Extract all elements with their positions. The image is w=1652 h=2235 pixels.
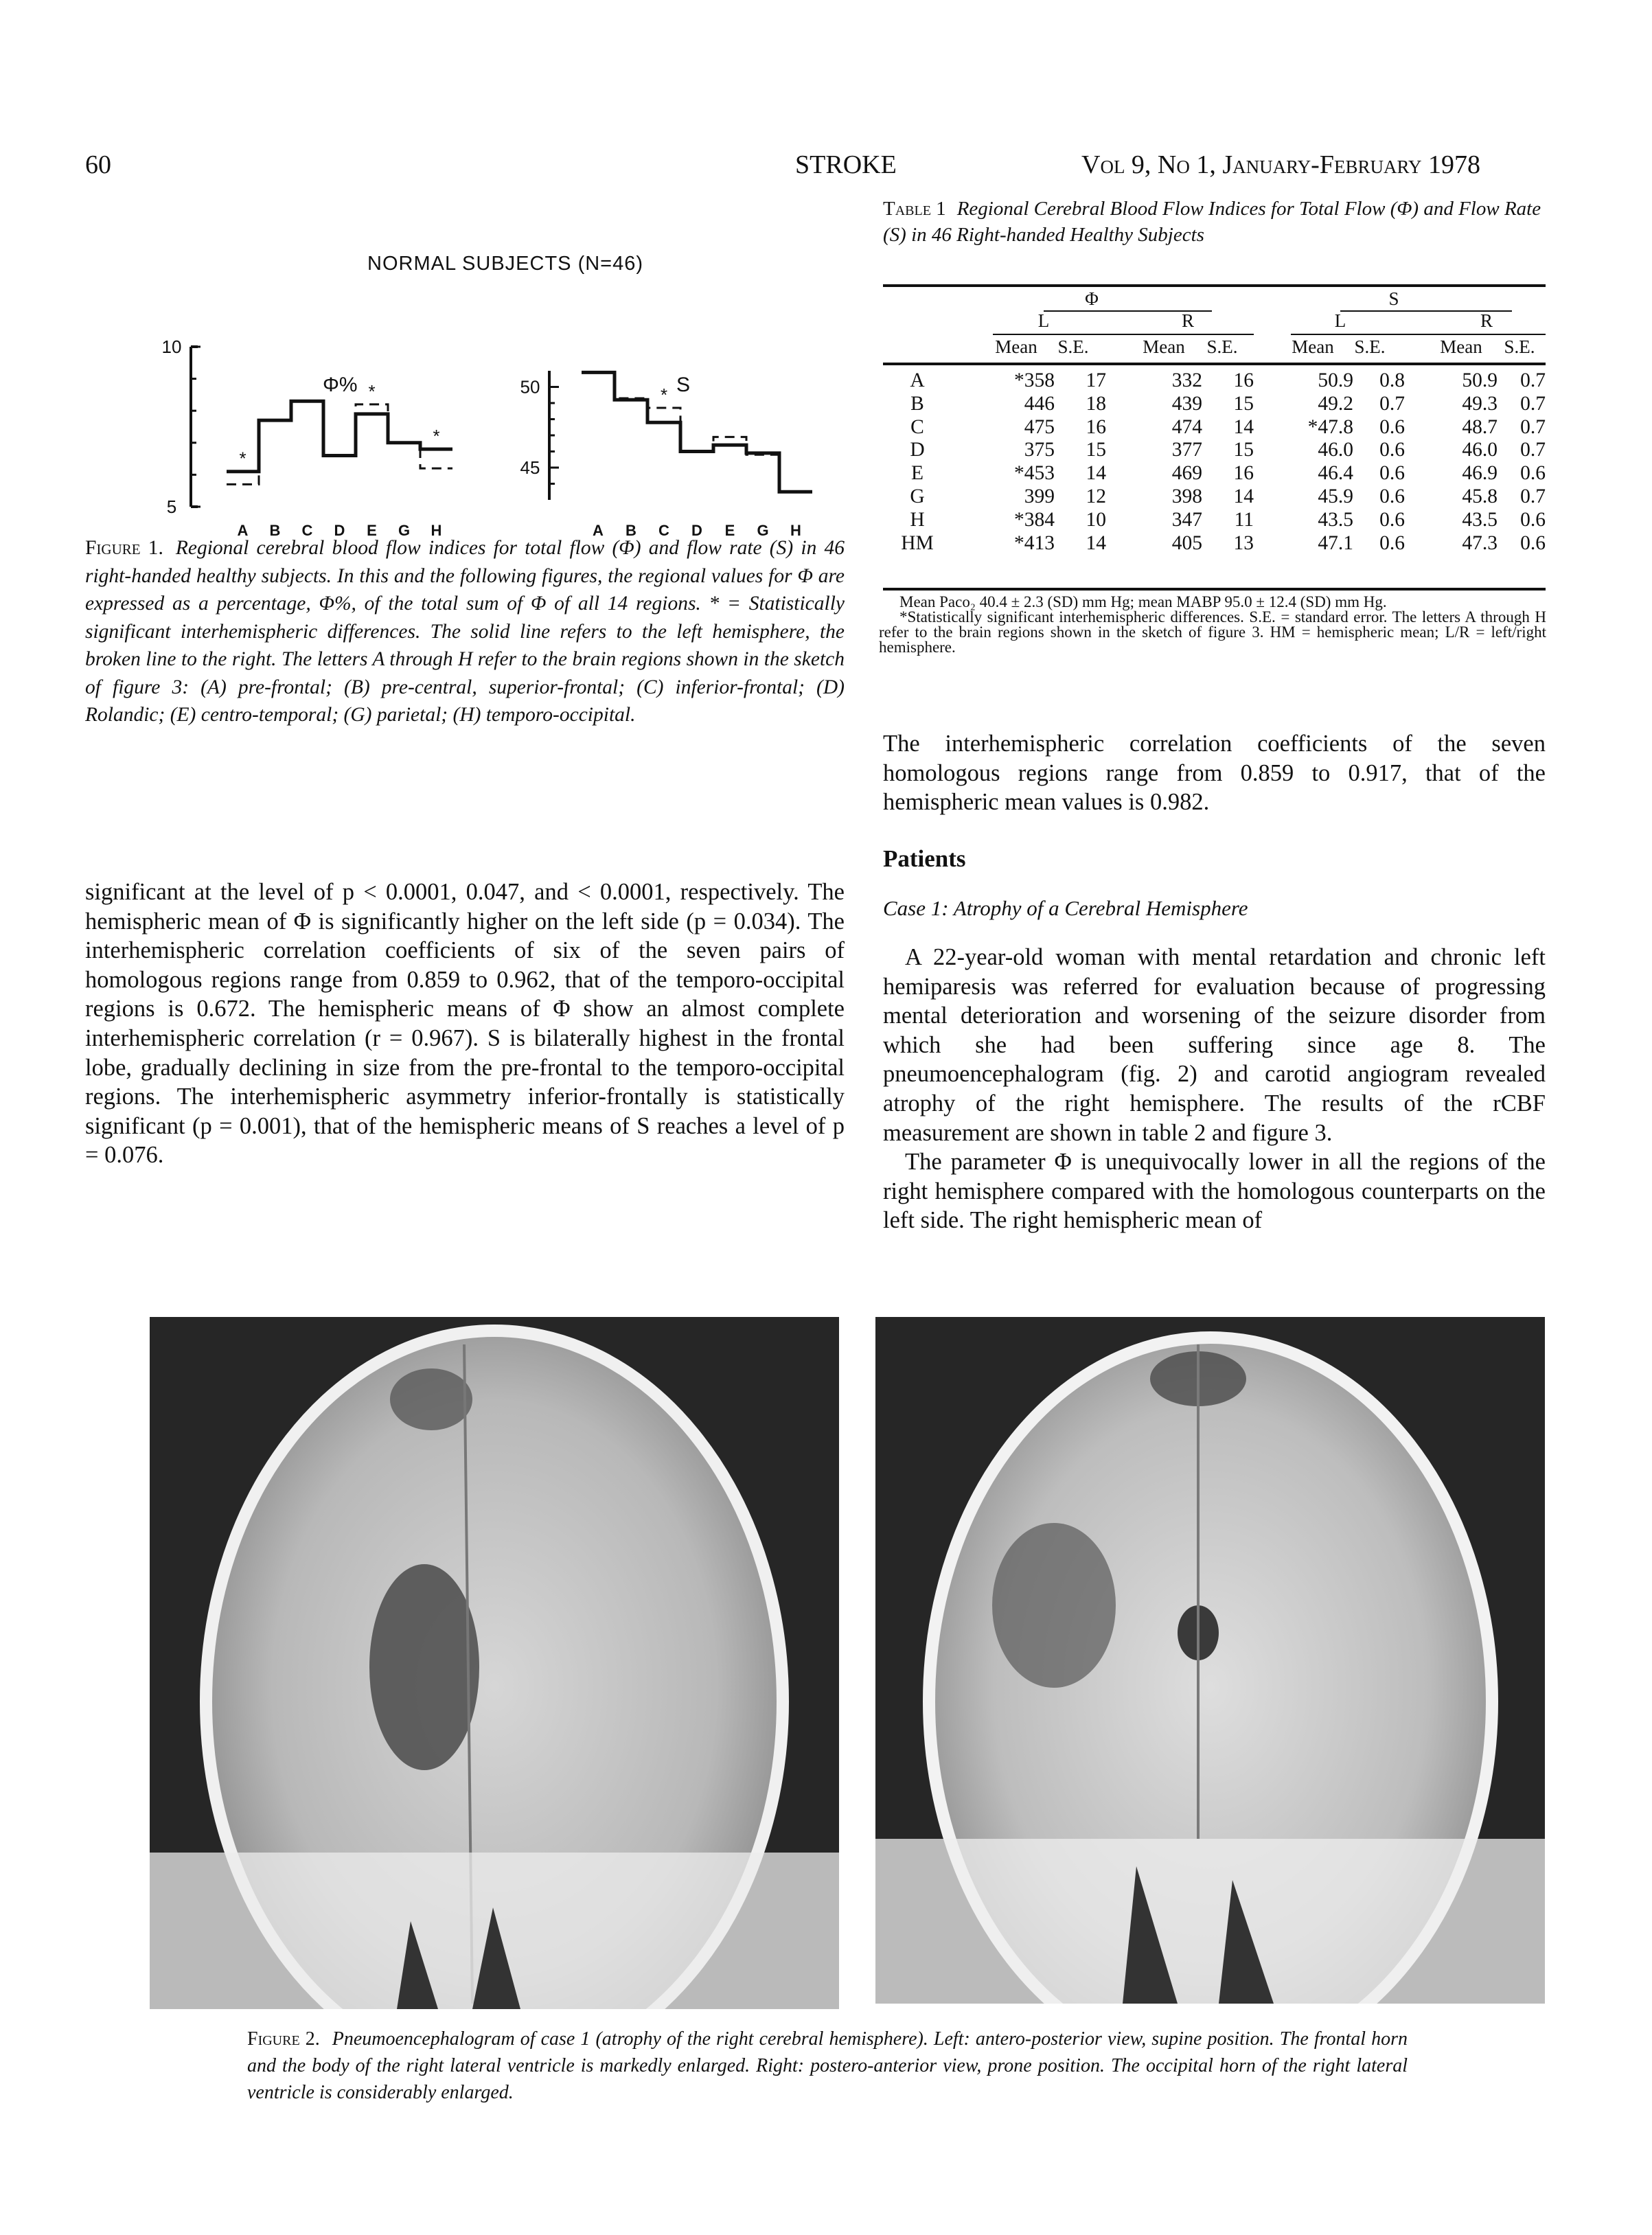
table-cell: 13 [1233, 531, 1254, 554]
figure1-charts [0, 323, 851, 556]
region-label: C [910, 415, 924, 438]
col-header: Mean [1292, 336, 1334, 357]
col-header: S.E. [1504, 336, 1535, 357]
table-bottom-rule [883, 588, 1546, 591]
x-category-label: C [301, 522, 313, 539]
table-row [883, 532, 1546, 555]
figure2-caption [247, 2026, 1408, 2106]
table-cell: 46.9 [1462, 462, 1498, 485]
table1-label: Table 1 [883, 198, 946, 220]
table-row [883, 416, 1546, 439]
table-cell: 446 [1024, 392, 1055, 415]
table-cell: 0.7 [1520, 485, 1546, 507]
table-cell: 50.9 [1462, 369, 1498, 391]
table-cell: *453 [1014, 462, 1055, 485]
table-cell: 377 [1171, 439, 1202, 461]
table-cell: 11 [1234, 508, 1254, 531]
table-cell: 0.7 [1379, 392, 1405, 415]
page-number: 60 [85, 150, 111, 179]
table-cell: 0.7 [1520, 369, 1546, 391]
xray-image-left [150, 1317, 839, 2009]
table-cell: 475 [1024, 415, 1055, 438]
table-cell: *413 [1014, 531, 1055, 554]
side-header: R [1480, 310, 1493, 331]
figure1-caption-text: Regional cerebral blood flow indices for total flow (Φ) and flow rate (S) in 46 right-handed healthy subjects. In this and the following figures, the regional values for Φ are expressed as a percentage, Φ%, of the total sum of Φ of all 14 regions. * = Statistically significant interhemispheric differences. The solid line refers to the left hemisphere, the broken line to the right. The letters A through H refer to the brain regions shown in the sketch of figure 3: (A) pre-frontal; (B) pre-central, superior-frontal; (C) inferior-frontal; (D) Rolandic; (E) centro-temporal; (G) parietal; (H) temporo-occipital. [85, 537, 845, 726]
xray-image-right [875, 1317, 1545, 2004]
table-cell: 18 [1086, 392, 1106, 415]
table-cell: 375 [1024, 439, 1055, 461]
table-cell: 0.7 [1520, 415, 1546, 438]
significance-star: * [660, 385, 668, 406]
table-cell: 10 [1086, 508, 1106, 531]
table1-title [883, 196, 1546, 248]
x-category-label: H [790, 522, 801, 539]
header-bottom-rule [883, 363, 1546, 365]
group-header-s: S [1388, 288, 1399, 309]
figure2-caption-text: Pneumoencephalogram of case 1 (atrophy of the right cerebral hemisphere). Left: antero-posterior view, supine position. The frontal horn and the body of the right lateral ventricle is markedly enlarged. Right: postero-anterior view, prone position. The occipital horn of the right lateral ventricle is considerably enlarged. [247, 2028, 1408, 2103]
table-cell: 439 [1171, 392, 1202, 415]
table-note: Mean Paco₂ 40.4 ± 2.3 (SD) mm Hg; mean MABP 95.0 ± 12.4 (SD) mm Hg. [899, 593, 1387, 610]
issue-info: Vol 9, No 1, January-February 1978 [1081, 150, 1480, 179]
table-cell: 48.7 [1462, 415, 1498, 438]
table-cell: 43.5 [1462, 508, 1498, 531]
table1-body [883, 369, 1546, 555]
col-header: Mean [1143, 336, 1185, 357]
table-cell: 17 [1086, 369, 1106, 391]
side-header: L [1334, 310, 1346, 331]
table-cell: 398 [1171, 485, 1202, 507]
x-category-label: D [334, 522, 345, 539]
figure1-caption [85, 534, 845, 729]
table-cell: 469 [1171, 462, 1202, 485]
x-category-label: G [757, 522, 769, 539]
figure1-title: NORMAL SUBJECTS (N=46) [367, 253, 644, 275]
col-header: Mean [995, 336, 1037, 357]
table-cell: 16 [1233, 369, 1254, 391]
table-cell: 12 [1086, 485, 1106, 507]
x-category-label: H [431, 522, 442, 539]
x-category-label: A [237, 522, 249, 539]
table-cell: 15 [1233, 439, 1254, 461]
region-label: B [910, 392, 924, 415]
chart-title: Φ% [323, 374, 358, 396]
significance-star: * [239, 448, 246, 469]
col-header: S.E. [1206, 336, 1238, 357]
x-category-label: B [626, 522, 636, 539]
table-cell: *47.8 [1307, 415, 1353, 438]
skull-pa-view [875, 1317, 1545, 2004]
table-cell: 43.5 [1318, 508, 1353, 531]
table-cell: 0.6 [1379, 485, 1405, 507]
table-cell: 14 [1233, 415, 1254, 438]
table-cell: 16 [1233, 462, 1254, 485]
table-cell: 46.0 [1318, 439, 1353, 461]
group-header-phi: Φ [1085, 288, 1099, 309]
chart-title: S [676, 374, 691, 396]
table-cell: 49.2 [1318, 392, 1353, 415]
journal-name: STROKE [795, 150, 897, 179]
right-column-body [883, 729, 1546, 1235]
y-tick-label: 10 [161, 336, 182, 357]
skull-ap-view [150, 1317, 839, 2009]
table-cell: 49.3 [1462, 392, 1498, 415]
left-hemisphere-line [582, 372, 812, 492]
table-cell: 0.6 [1520, 531, 1546, 554]
region-label: G [910, 485, 925, 507]
x-category-label: C [658, 522, 669, 539]
table-top-rule [883, 284, 1546, 287]
table-cell: 45.8 [1462, 485, 1498, 507]
table-row [883, 485, 1546, 509]
table-cell: 45.9 [1318, 485, 1353, 507]
table-cell: 405 [1171, 531, 1202, 554]
col-header: Mean [1440, 336, 1482, 357]
table-cell: 0.7 [1520, 439, 1546, 461]
left-paragraph: significant at the level of p < 0.0001, 0.047, and < 0.0001, respectively. The hemispheric mean of Φ is significantly higher on the left side (p = 0.034). The interhemispheric correlation coefficients of six of the seven pairs of homologous regions range from 0.859 to 0.962, that of the temporo-occipital regions is 0.672. The hemispheric means of Φ show an almost complete interhemispheric correlation (r = 0.967). S is bilaterally highest in the frontal lobe, gradually declining in size from the pre-frontal to the temporo-occipital regions. The interhemispheric asymmetry inferior-frontally is statistically significant (p = 0.001), that of the hemispheric means of S reaches a level of p = 0.076. [85, 879, 845, 1169]
x-category-label: G [398, 522, 411, 539]
x-category-label: E [367, 522, 377, 539]
table-cell: 347 [1171, 508, 1202, 531]
region-label: H [910, 508, 925, 531]
table-cell: 0.8 [1379, 369, 1405, 391]
left-hemisphere-line [227, 401, 452, 472]
table-cell: 0.6 [1520, 508, 1546, 531]
table-cell: 0.6 [1379, 508, 1405, 531]
table-cell: 0.6 [1379, 439, 1405, 461]
right-paragraph-2: A 22-year-old woman with mental retardation and chronic left hemiparesis was referred for evaluation because of progressing mental deterioration and worsening of the seizure disorder from which she had been suffering since age 8. The pneumoencephalogram (fig. 2) and carotid angiogram revealed atrophy of the right hemisphere. The results of the rCBF measurement are shown in table 2 and figure 3. [883, 943, 1546, 1146]
phi-lr-rule [993, 334, 1254, 335]
figure1-label: Figure 1. [85, 537, 163, 559]
table-cell: 332 [1171, 369, 1202, 391]
table1-notes [879, 595, 1546, 655]
significance-star: * [368, 380, 376, 402]
table-cell: 14 [1086, 462, 1106, 485]
x-category-label: B [269, 522, 281, 539]
table-row [883, 462, 1546, 485]
y-tick-label: 45 [520, 457, 540, 478]
y-tick-label: 5 [166, 496, 177, 517]
table-cell: 0.6 [1379, 462, 1405, 485]
table-cell: 15 [1086, 439, 1106, 461]
y-tick-label: 50 [520, 376, 540, 398]
table-cell: 0.6 [1520, 462, 1546, 485]
region-label: HM [901, 531, 934, 554]
table-cell: *384 [1014, 508, 1055, 531]
table-row [883, 369, 1546, 393]
table-cell: 14 [1233, 485, 1254, 507]
side-header: L [1037, 310, 1050, 331]
right-paragraph-3: The parameter Φ is unequivocally lower in all the regions of the right hemisphere compared with the homologous counterparts on the left side. The right hemispheric mean of [883, 1149, 1546, 1234]
x-category-label: D [691, 522, 702, 539]
table-cell: 50.9 [1318, 369, 1353, 391]
table-row [883, 439, 1546, 462]
col-header: S.E. [1354, 336, 1386, 357]
table-row [883, 509, 1546, 532]
section-heading-patients: Patients [883, 845, 966, 872]
case1-subheading: Case 1: Atrophy of a Cerebral Hemisphere [883, 896, 1248, 921]
region-label: D [910, 439, 925, 461]
table-cell: 0.6 [1379, 415, 1405, 438]
right-paragraph-1: The interhemispheric correlation coefficients of the seven homologous regions range from 0.859 to 0.917, that of the hemispheric mean values is 0.982. [883, 731, 1546, 816]
table-note: *Statistically significant interhemispheric differences. S.E. = standard error. The letters A through H refer to the brain regions shown in the sketch of figure 3. HM = hemispheric mean; L/R = left/right hemisphere. [879, 608, 1546, 656]
region-label: E [910, 462, 924, 485]
col-header: S.E. [1057, 336, 1089, 357]
s-lr-rule [1291, 334, 1546, 335]
table-cell: 46.0 [1462, 439, 1498, 461]
table-cell: 47.1 [1318, 531, 1353, 554]
table-cell: 46.4 [1318, 462, 1353, 485]
x-category-label: A [593, 522, 604, 539]
table-cell: 474 [1171, 415, 1202, 438]
table-cell: 47.3 [1462, 531, 1498, 554]
table-cell: 14 [1086, 531, 1106, 554]
table-cell: 399 [1024, 485, 1055, 507]
x-category-label: E [724, 522, 735, 539]
table-cell: *358 [1014, 369, 1055, 391]
table-cell: 16 [1086, 415, 1106, 438]
left-column-body [85, 878, 845, 1170]
significance-star: * [433, 426, 440, 447]
step-charts [0, 323, 851, 556]
table-cell: 15 [1233, 392, 1254, 415]
side-header: R [1181, 310, 1194, 331]
region-label: A [910, 369, 925, 391]
table1-title-text: Regional Cerebral Blood Flow Indices for Total Flow (Φ) and Flow Rate (S) in 46 Right-handed Healthy Subjects [883, 198, 1541, 246]
table-row [883, 393, 1546, 416]
table-cell: 0.7 [1520, 392, 1546, 415]
figure2-label: Figure 2. [247, 2028, 320, 2050]
table-cell: 0.6 [1379, 531, 1405, 554]
